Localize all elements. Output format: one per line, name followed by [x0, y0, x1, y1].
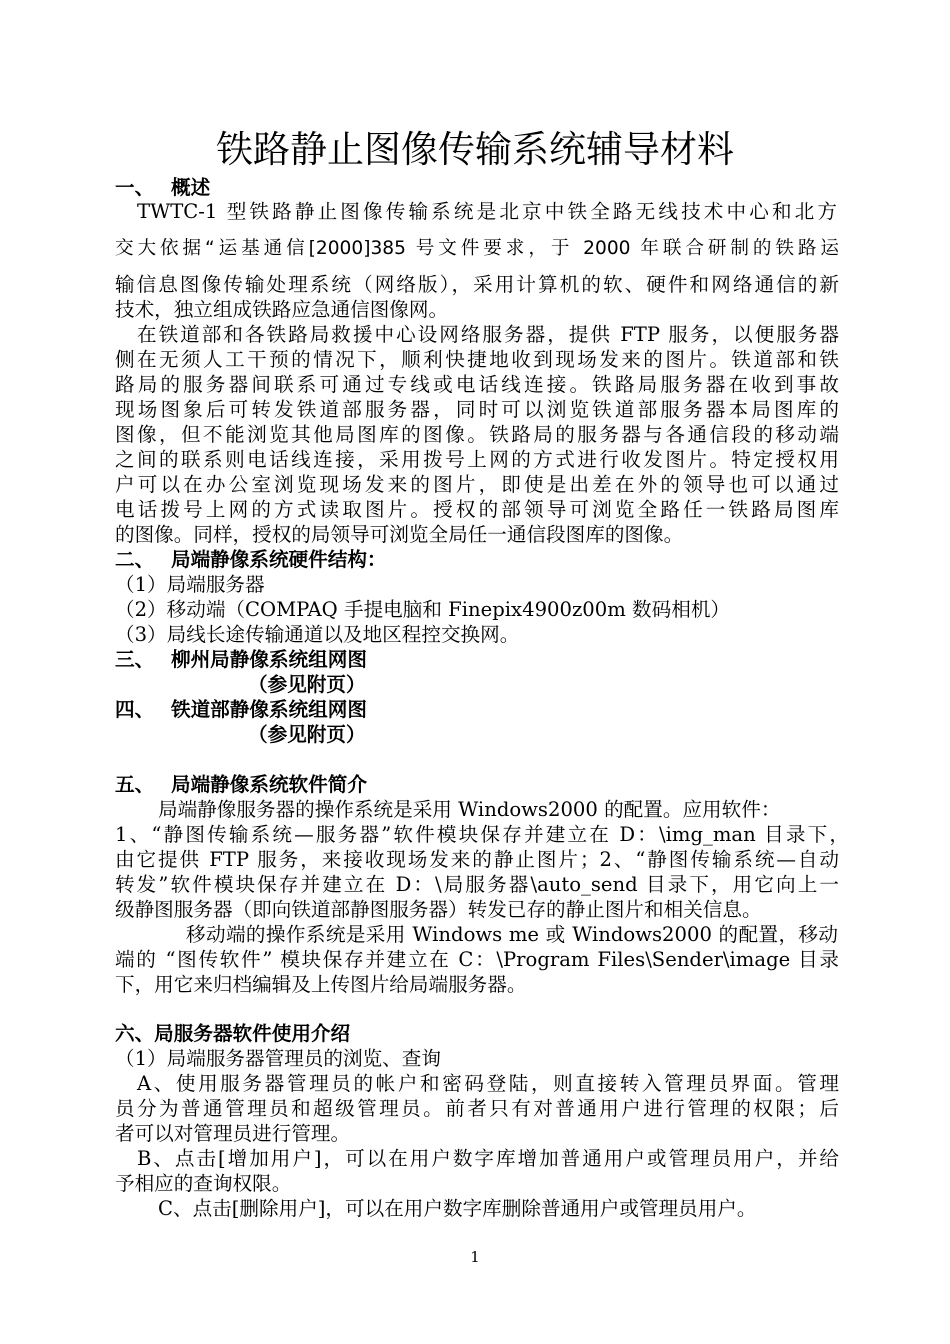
- para-2-line-8: 电话拨号上网的方式读取图片。授权的部领导可浏览全路任一铁路局图库: [115, 498, 839, 521]
- para-a-line-1: A、使用服务器管理员的帐户和密码登陆，则直接转入管理员界面。管理: [137, 1072, 839, 1095]
- list-item: （3）局线长途传输通道以及地区程控交换网。: [115, 623, 520, 646]
- para-a-line-3: 者可以对管理员进行管理。: [115, 1122, 351, 1145]
- section-6-heading: 六、局服务器软件使用介绍: [115, 1022, 351, 1045]
- para-a-line-2: 员分为普通管理员和超级管理员。前者只有对普通用户进行管理的权限；后: [115, 1097, 839, 1120]
- document-title: 铁路静止图像传输系统辅导材料: [216, 128, 734, 171]
- para-2-line-1: 在铁道部和各铁路局救援中心设网络服务器，提供 FTP 服务，以便服务器: [137, 323, 839, 346]
- para-1-line-2: 交大依据“运基通信[2000]385 号文件要求，于 2000 年联合研制的铁路运: [115, 238, 839, 259]
- list-item: （2）移动端（COMPAQ 手提电脑和 Finepix4900z00m 数码相机）: [115, 598, 731, 621]
- section-1-heading: 一、 概述: [115, 176, 211, 199]
- para-5-line-5: 级静图服务器（即向铁道部静图服务器）转发已存的静止图片和相关信息。: [115, 898, 762, 921]
- page-number: 1: [470, 1248, 480, 1266]
- para-b-line-2: 予相应的查询权限。: [115, 1172, 292, 1195]
- section-4-heading: 四、 铁道部静像系统组网图: [115, 698, 367, 721]
- para-5-line-3: 由它提供 FTP 服务，来接收现场发来的静止图片；2、“静图传输系统—自动: [115, 848, 839, 871]
- section-4-note: （参见附页）: [248, 723, 366, 746]
- para-5-line-4: 转发”软件模块保存并建立在 D：\局服务器\auto_send 目录下，用它向上一: [115, 873, 839, 896]
- para-2-line-2: 侧在无须人工干预的情况下，顺利快捷地收到现场发来的图片。铁道部和铁: [115, 348, 839, 371]
- para-1-line-3: 输信息图像传输处理系统（网络版），采用计算机的软、硬件和网络通信的新: [115, 273, 839, 296]
- para-b-line-1: B、点击[增加用户]，可以在用户数字库增加普通用户或管理员用户，并给: [137, 1147, 839, 1170]
- section-2-heading: 二、 局端静像系统硬件结构：: [115, 548, 387, 571]
- section-3-note: （参见附页）: [248, 673, 366, 696]
- para-6-line-2: 端的 “图传软件” 模块保存并建立在 C：\Program Files\Sender\image 目录: [115, 948, 839, 971]
- para-2-line-9: 的图像。同样，授权的局领导可浏览全局任一通信段图库的图像。: [115, 523, 684, 546]
- para-6-line-3: 下，用它来归档编辑及上传图片给局端服务器。: [115, 973, 527, 996]
- section-5-heading: 五、 局端静像系统软件简介: [115, 773, 367, 796]
- para-2-line-5: 图像，但不能浏览其他局图库的图像。铁路局的服务器与各通信段的移动端: [115, 423, 839, 446]
- para-c-line-1: C、点击[删除用户]，可以在用户数字库删除普通用户或管理员用户。: [158, 1197, 757, 1220]
- para-1-line-4: 技术，独立组成铁路应急通信图像网。: [115, 298, 449, 321]
- para-2-line-7: 户可以在办公室浏览现场发来的图片，即使是出差在外的领导也可以通过: [115, 473, 839, 496]
- section-3-heading: 三、 柳州局静像系统组网图: [115, 648, 367, 671]
- para-1-line-1: TWTC-1 型铁路静止图像传输系统是北京中铁全路无线技术中心和北方: [137, 200, 837, 223]
- para-2-line-4: 现场图象后可转发铁道部服务器，同时可以浏览铁道部服务器本局图库的: [115, 398, 839, 421]
- para-5-line-1: 局端静像服务器的操作系统是采用 Windows2000 的配置。应用软件：: [158, 798, 781, 821]
- para-6-line-1: 移动端的操作系统是采用 Windows me 或 Windows2000 的配置，移动: [186, 923, 838, 946]
- section-6-subheading: （1）局端服务器管理员的浏览、查询: [115, 1047, 441, 1070]
- para-2-line-3: 路局的服务器间联系可通过专线或电话线连接。铁路局服务器在收到事故: [115, 373, 839, 396]
- para-2-line-6: 之间的联系则电话线连接，采用拨号上网的方式进行收发图片。特定授权用: [115, 448, 839, 471]
- list-item: （1）局端服务器: [115, 573, 265, 596]
- para-5-line-2: 1、“静图传输系统—服务器”软件模块保存并建立在 D：\img_man 目录下，: [115, 823, 849, 846]
